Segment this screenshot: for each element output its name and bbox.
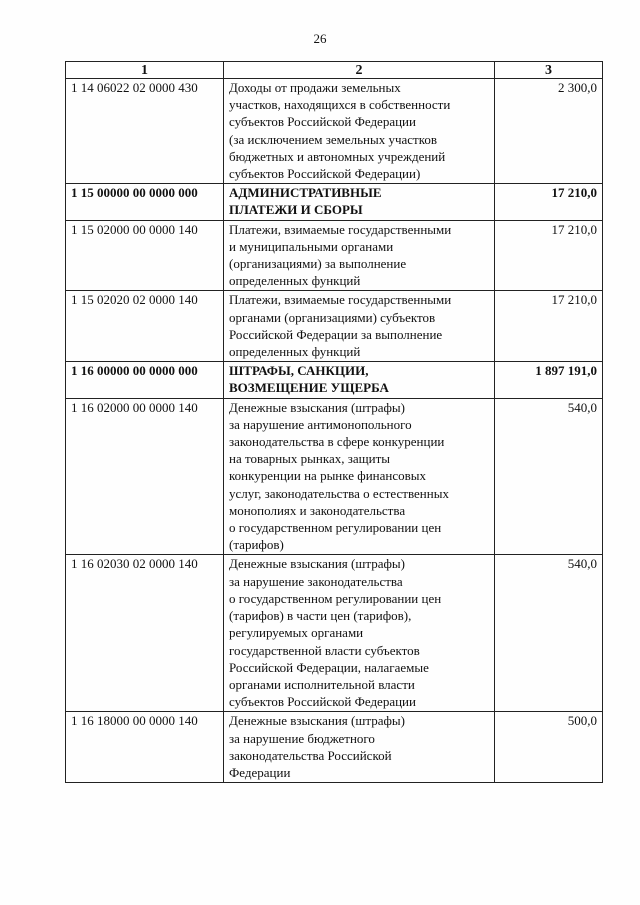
description-line: определенных функций: [229, 344, 361, 360]
description-line: за нарушение антимонопольного: [229, 416, 412, 432]
description-line: АДМИНИСТРАТИВНЫЕ: [229, 185, 382, 201]
budget-code-cell: 1 16 18000 00 0000 140: [66, 712, 224, 783]
description-line: на товарных рынках, защиты: [229, 451, 391, 467]
description-line: ВОЗМЕЩЕНИЕ УЩЕРБА: [229, 380, 389, 396]
description-line: Российской Федерации за выполнение: [229, 326, 443, 342]
description-line: законодательства Российской: [229, 747, 392, 763]
description-line: субъектов Российской Федерации): [229, 166, 421, 182]
description-line: (за исключением земельных участков: [229, 131, 438, 147]
description-line: субъектов Российской Федерации: [229, 694, 416, 710]
description-line: Денежные взыскания (штрафы): [229, 713, 405, 729]
table-row: [66, 184, 603, 220]
amount-cell: 17 210,0: [495, 184, 603, 220]
column-header-description: 2: [224, 62, 495, 79]
description-line: бюджетных и автономных учреждений: [229, 148, 446, 164]
description-line: государственной власти субъектов: [229, 642, 420, 658]
description-line: монополиях и законодательства: [229, 502, 406, 518]
description-line: органами исполнительной власти: [229, 676, 415, 692]
table-row: [66, 362, 603, 398]
description-line: определенных функций: [229, 273, 361, 289]
description-line: (тарифов): [229, 537, 284, 553]
description-line: о государственном регулировании цен: [229, 520, 442, 536]
description-line: Платежи, взимаемые государственными: [229, 292, 452, 308]
description-line: Федерации: [229, 764, 291, 780]
description-cell: [224, 184, 495, 220]
description-cell: [224, 79, 495, 184]
budget-code-cell: 1 15 02020 02 0000 140: [66, 291, 224, 362]
description-line: Денежные взыскания (штрафы): [229, 556, 405, 572]
table-row: [66, 555, 603, 712]
budget-code-cell: 1 16 02000 00 0000 140: [66, 398, 224, 555]
description-line: за нарушение законодательства: [229, 573, 403, 589]
amount-cell: 500,0: [495, 712, 603, 783]
description-cell: [224, 220, 495, 291]
description-line: Платежи, взимаемые государственными: [229, 221, 452, 237]
description-line: Доходы от продажи земельных: [229, 80, 401, 95]
description-cell: [224, 712, 495, 783]
budget-code-cell: 1 16 00000 00 0000 000: [66, 362, 224, 398]
amount-cell: 17 210,0: [495, 220, 603, 291]
table-body: [66, 79, 603, 783]
amount-cell: 1 897 191,0: [495, 362, 603, 398]
budget-code-cell: 1 15 00000 00 0000 000: [66, 184, 224, 220]
budget-code-cell: 1 14 06022 02 0000 430: [66, 79, 224, 184]
description-line: органами (организациями) субъектов: [229, 309, 436, 325]
description-line: субъектов Российской Федерации: [229, 114, 416, 130]
table-header-row: [66, 62, 603, 79]
description-line: ШТРАФЫ, САНКЦИИ,: [229, 363, 369, 379]
description-line: ПЛАТЕЖИ И СБОРЫ: [229, 202, 363, 218]
description-line: (тарифов) в части цен (тарифов),: [229, 608, 412, 624]
description-line: регулируемых органами: [229, 625, 364, 641]
amount-cell: 540,0: [495, 555, 603, 712]
table-row: [66, 291, 603, 362]
table-row: [66, 398, 603, 555]
revenue-table: [65, 61, 603, 783]
description-line: и муниципальными органами: [229, 238, 394, 254]
amount-cell: 2 300,0: [495, 79, 603, 184]
description-line: Российской Федерации, налагаемые: [229, 659, 429, 675]
description-line: услуг, законодательства о естественных: [229, 485, 449, 501]
description-cell: [224, 555, 495, 712]
amount-cell: 540,0: [495, 398, 603, 555]
table-row: [66, 712, 603, 783]
description-line: законодательства в сфере конкуренции: [229, 434, 445, 450]
description-line: участков, находящихся в собственности: [229, 97, 451, 113]
column-header-amount: 3: [495, 62, 603, 79]
table-row: [66, 220, 603, 291]
budget-code-cell: 1 16 02030 02 0000 140: [66, 555, 224, 712]
description-cell: [224, 398, 495, 555]
budget-code-cell: 1 15 02000 00 0000 140: [66, 220, 224, 291]
description-cell: [224, 362, 495, 398]
description-line: за нарушение бюджетного: [229, 730, 375, 746]
description-cell: [224, 291, 495, 362]
description-line: о государственном регулировании цен: [229, 590, 442, 606]
page-number: 26: [313, 31, 327, 46]
table-row: [66, 79, 603, 184]
amount-cell: 17 210,0: [495, 291, 603, 362]
description-line: (организациями) за выполнение: [229, 256, 407, 272]
description-line: конкуренции на рынке финансовых: [229, 468, 426, 484]
column-header-code: 1: [66, 62, 224, 79]
description-line: Денежные взыскания (штрафы): [229, 399, 405, 415]
